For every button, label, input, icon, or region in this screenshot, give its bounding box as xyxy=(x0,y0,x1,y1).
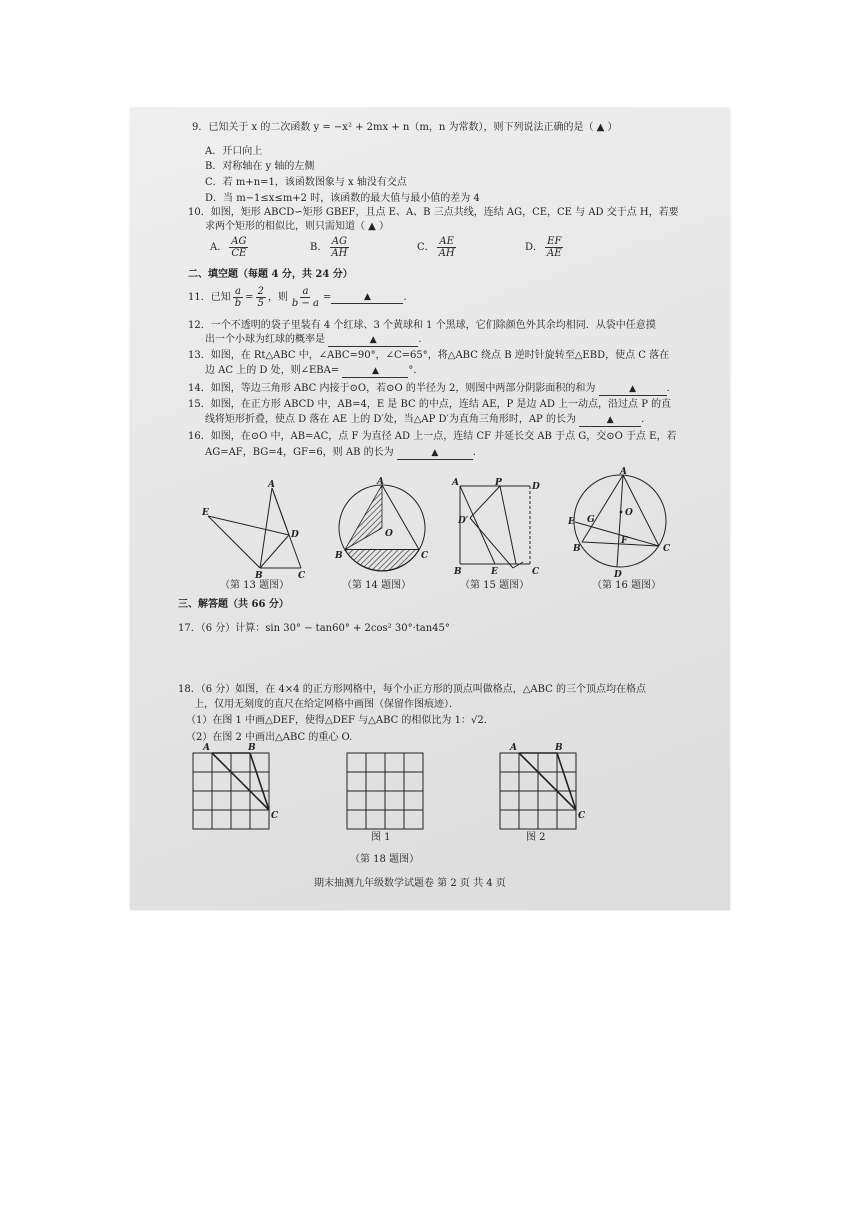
q18-line4: （2）在图 2 中画出△ABC 的重心 O. xyxy=(186,732,353,743)
q11: 11．已知 $\frac{a}{b}$ = $\frac{2}{5}$ ，则 $\frac{a}{b - a}$ = ▲ . xyxy=(188,286,407,309)
page-footer: 期末抽测九年级数学试题卷 第 2 页 共 4 页 xyxy=(314,878,506,889)
q10-option-b: B． $\frac{AG}{AH}$ xyxy=(310,236,348,259)
q18-line3: （1）在图 1 中画△DEF，使得△DEF 与△ABC 的相似比为 1：√2． xyxy=(186,715,494,726)
q10-stem-line1: 10．如图，矩形 ABCD∽矩形 GBEF，且点 E、A、B 三点共线，连结 AG，CE，CE 与 AD 交于点 H，若要 xyxy=(188,207,679,218)
fig14-label-o: O xyxy=(385,529,393,539)
grid-reference-triangle xyxy=(188,740,288,836)
figure-16 xyxy=(568,466,678,578)
q18-line2: 上，仅用无刻度的直尺在给定网格中画图（保留作图痕迹）． xyxy=(194,699,459,710)
fig15-label-p: P xyxy=(495,478,502,488)
q13-answer-blank[interactable]: ▲ xyxy=(342,366,408,378)
fig16-label-e: E xyxy=(568,517,575,527)
fig16-label-g: G xyxy=(587,515,595,525)
figure-13 xyxy=(200,478,320,578)
q18-line1: 18．（6 分）如图，在 4×4 的正方形网格中，每个小正方形的顶点叫做格点，△ABC 的三个顶点均在格点 xyxy=(178,684,647,695)
fig15-label-c: C xyxy=(532,567,540,576)
q15-line2: 线将矩形折叠，使点 D 落在 AE 上的 D′处，当△AP D′为直角三角形时，AP 的长为 ▲ . xyxy=(205,414,645,425)
q12-line2: 出一个小球为红球的概率是 ▲ . xyxy=(205,334,422,345)
fig13-caption: （第 13 题图） xyxy=(220,580,290,591)
q10-option-c: C． $\frac{AE}{AH}$ xyxy=(417,236,455,259)
fig15-label-a: A xyxy=(452,478,459,488)
fig18-caption: （第 18 题图） xyxy=(350,854,420,865)
fig14-label-a: A xyxy=(377,477,384,487)
q17: 17．（6 分）计算：sin 30° − tan60° + 2cos² 30°·tan45° xyxy=(178,623,450,634)
fig15-caption: （第 15 题图） xyxy=(460,580,530,591)
fig15-label-b: B xyxy=(454,567,462,576)
q10-option-d: D． $\frac{EF}{AE}$ xyxy=(525,236,562,259)
grid0-label-c: C xyxy=(271,811,279,821)
q16-line2: AG=AF，BG=4，GF=6，则 AB 的长为 ▲ . xyxy=(205,447,476,458)
grid-figure-1[interactable] xyxy=(342,740,432,836)
q10-stem-line2: 求两个矩形的相似比，则只需知道（ ▲ ） xyxy=(205,221,390,232)
q16-answer-blank[interactable]: ▲ xyxy=(397,448,473,460)
fig16-label-d: D xyxy=(614,570,622,578)
q15-answer-blank[interactable]: ▲ xyxy=(579,415,641,427)
q13-line1: 13．如图，在 Rt△ABC 中，∠ABC=90°，∠C=65°，将△ABC 绕点 B 逆时针旋转至△EBD，使点 C 落在 xyxy=(188,350,670,361)
q12-line1: 12．一个不透明的袋子里装有 4 个红球、3 个黄球和 1 个黑球，它们除颜色外其余均相同．从袋中任意摸 xyxy=(188,320,656,331)
fig13-label-b: B xyxy=(255,571,263,578)
fig16-label-b: B xyxy=(573,544,581,554)
grid2-label-b: B xyxy=(555,743,563,753)
fig16-label-a: A xyxy=(620,467,627,477)
fig13-label-e: E xyxy=(202,508,209,518)
figure-15 xyxy=(448,476,548,576)
fig14-label-b: B xyxy=(335,551,343,561)
fig14-label-c: C xyxy=(421,551,429,561)
q16-line1: 16．如图，在⊙O 中，AB=AC，点 F 为直径 AD 上一点，连结 CF 并延长交 AB 于点 G，交⊙O 于点 E，若 xyxy=(188,431,677,442)
q11-answer-blank[interactable]: ▲ xyxy=(331,292,403,304)
figure-14 xyxy=(330,476,435,576)
grid2-label-c: C xyxy=(578,811,586,821)
fig15-label-d: D xyxy=(532,482,540,492)
grid2-caption: 图 2 xyxy=(526,832,546,843)
q12-answer-blank[interactable]: ▲ xyxy=(328,335,418,347)
fig13-label-a: A xyxy=(268,480,275,490)
fig13-label-d: D xyxy=(291,530,299,540)
q9-option-b: B．对称轴在 y 轴的左侧 xyxy=(205,161,315,172)
q15-line1: 15．如图，在正方形 ABCD 中，AB=4，E 是 BC 的中点，连结 AE，P 是边 AD 上一动点，沿过点 P 的直 xyxy=(188,399,672,410)
fig15-label-d-prime: D′ xyxy=(458,516,469,526)
grid0-label-a: A xyxy=(203,743,210,753)
q9-option-a: A．开口向上 xyxy=(205,146,263,157)
fig16-label-f: F xyxy=(621,536,628,546)
q9-option-c: C．若 m+n=1，该函数图象与 x 轴没有交点 xyxy=(205,177,407,188)
grid-figure-2[interactable] xyxy=(495,740,595,836)
fig16-caption: （第 16 题图） xyxy=(592,580,662,591)
grid2-label-a: A xyxy=(510,743,517,753)
q10-option-a: A． $\frac{AG}{CE}$ xyxy=(210,236,247,259)
section-solve-title: 三、解答题（共 66 分） xyxy=(178,599,289,610)
section-fill-blank-title: 二、填空题（每题 4 分，共 24 分） xyxy=(188,269,353,280)
fig15-label-e: E xyxy=(491,567,498,576)
fig13-label-c: C xyxy=(298,571,306,578)
fig16-label-c: C xyxy=(663,544,671,554)
exam-paper xyxy=(130,108,730,910)
q9-option-d: D．当 m−1≤x≤m+2 时，该函数的最大值与最小值的差为 4 xyxy=(205,193,480,204)
q14-line1: 14．如图，等边三角形 ABC 内接于⊙O，若⊙O 的半径为 2，则图中两部分阴影面积的和为 ▲ . xyxy=(188,383,670,394)
q14-answer-blank[interactable]: ▲ xyxy=(599,384,667,396)
fig14-caption: （第 14 题图） xyxy=(342,580,412,591)
grid0-label-b: B xyxy=(248,743,256,753)
fig16-label-o: O xyxy=(625,508,633,518)
q9-stem: 9．已知关于 x 的二次函数 y = −x² + 2mx + n（m，n 为常数），则下列说法正确的是（ ▲ ） xyxy=(192,122,618,133)
grid1-caption: 图 1 xyxy=(371,832,391,843)
q13-line2: 边 AC 上的 D 处，则∠EBA= ▲ °． xyxy=(205,365,424,376)
